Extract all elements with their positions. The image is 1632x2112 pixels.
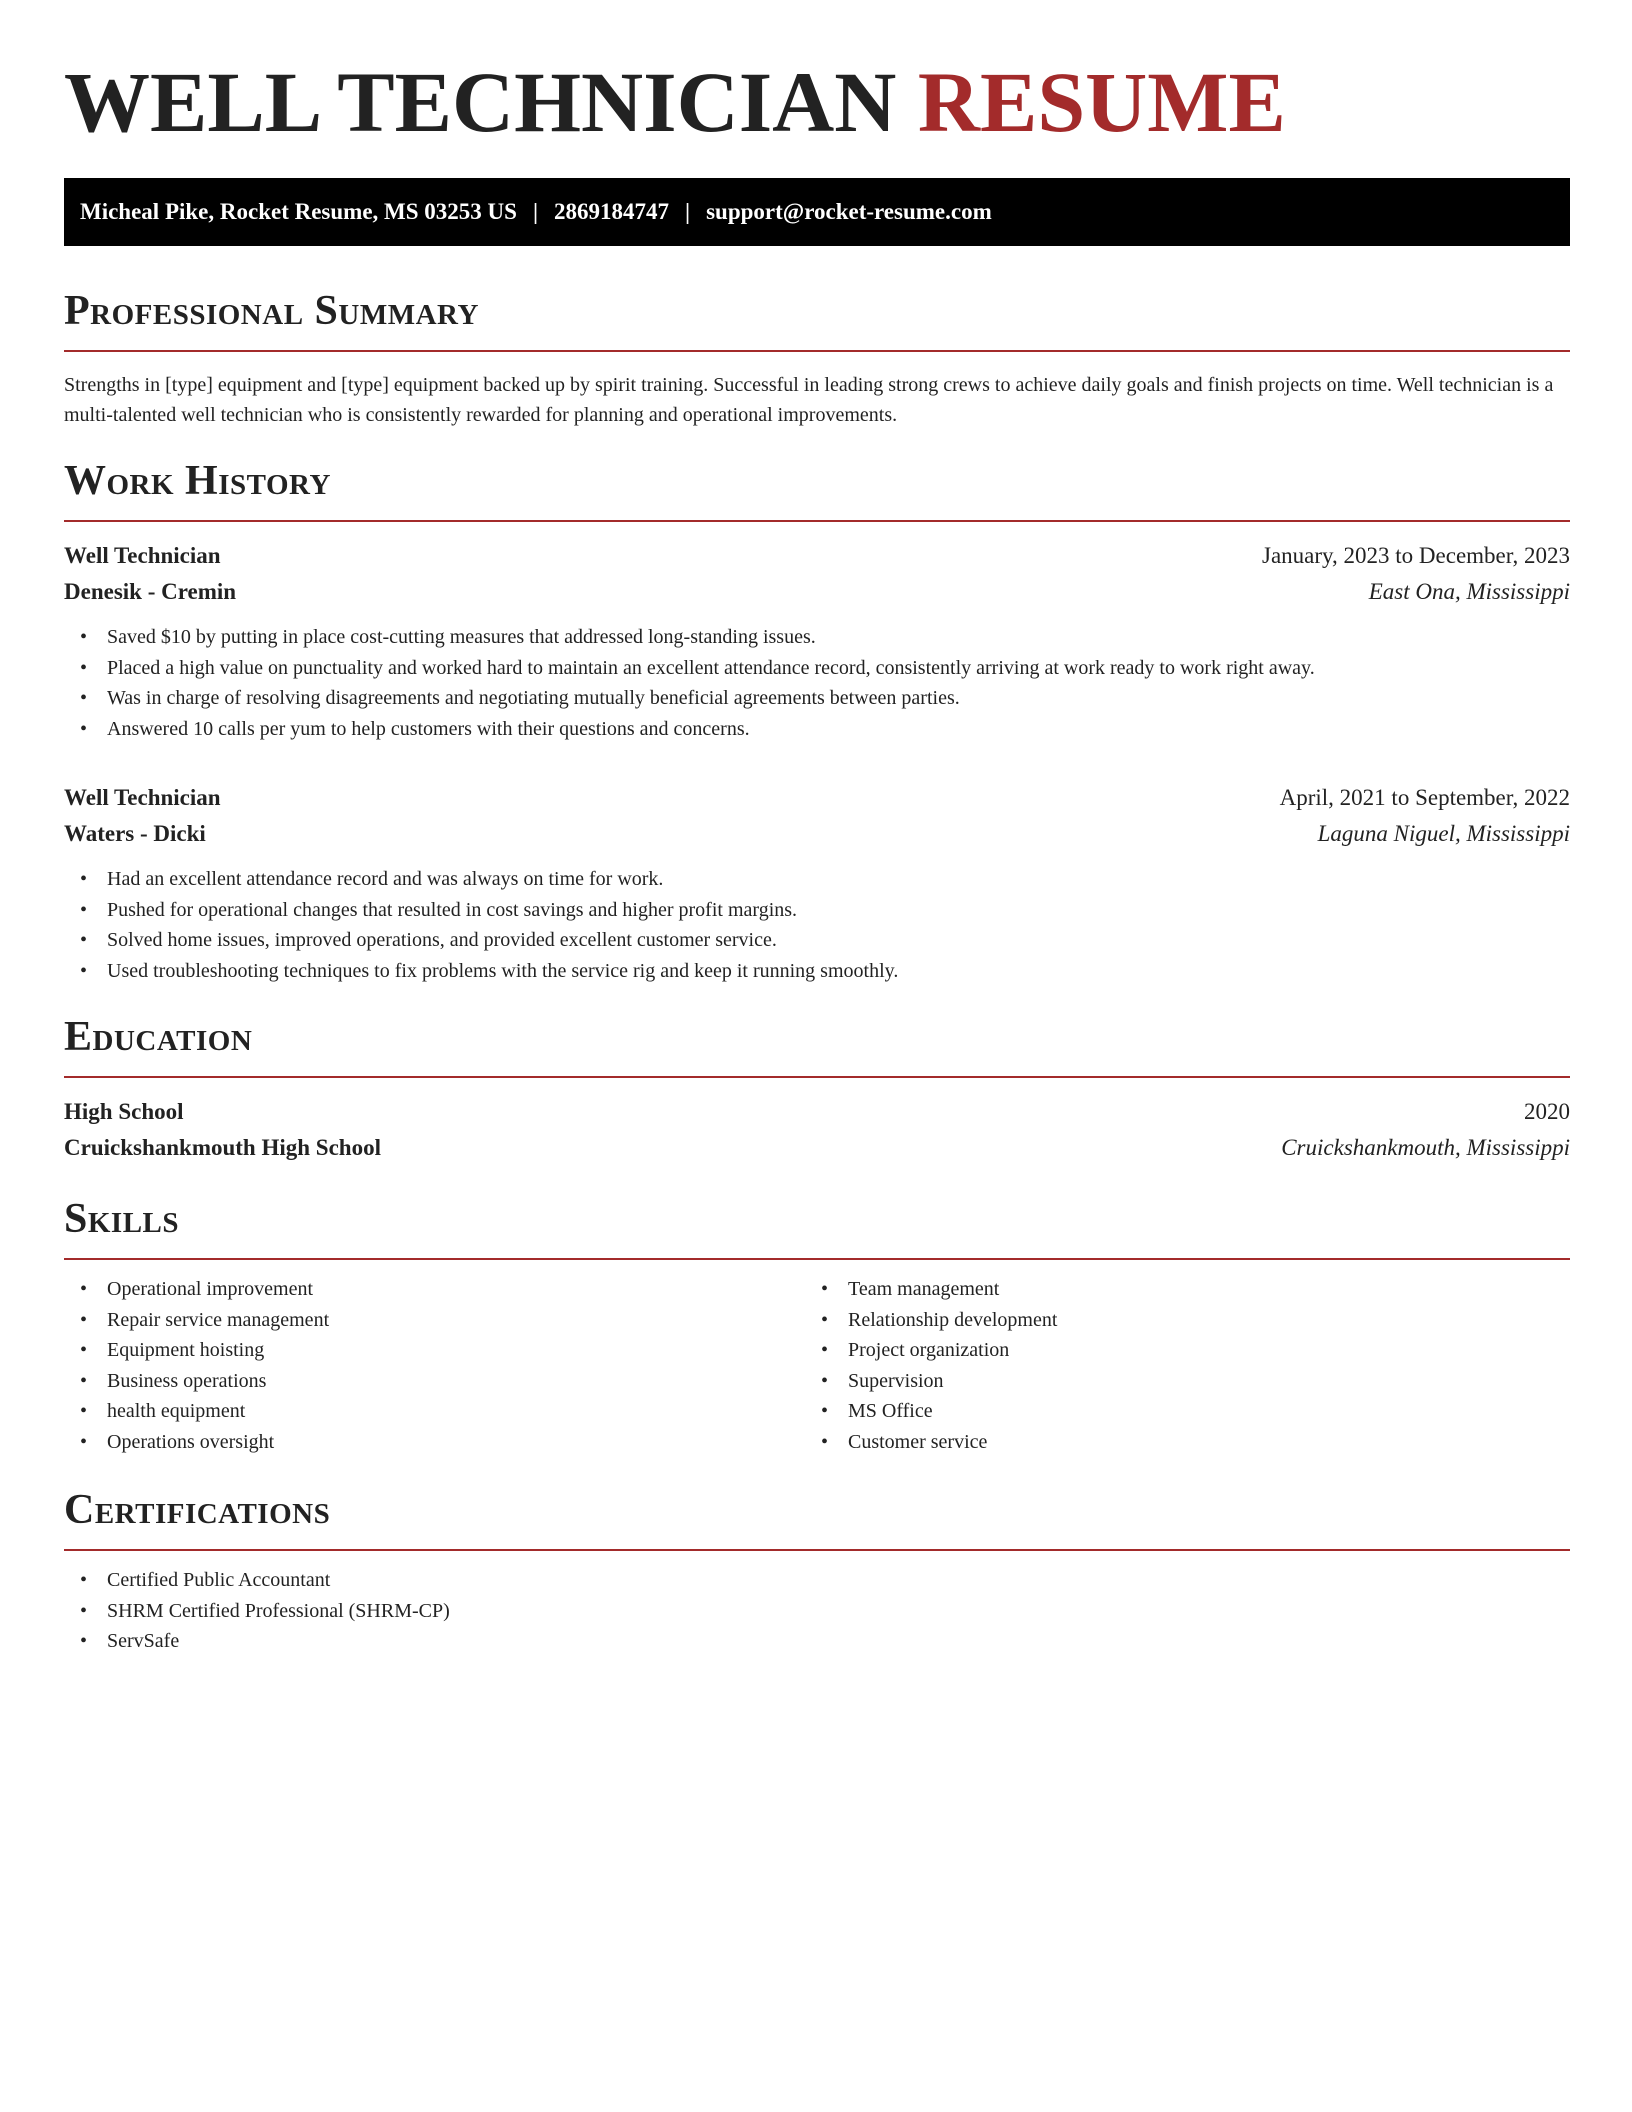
section-divider <box>64 520 1570 522</box>
list-item: • Relationship development <box>805 1305 1546 1336</box>
education-degree: High School <box>64 1099 184 1124</box>
list-item: • Answered 10 calls per yum to help customers with their questions and concerns. <box>64 714 1570 745</box>
resume-title <box>64 52 1570 152</box>
section-heading-certifications: Certifications <box>64 1487 331 1533</box>
section-heading-skills: Skills <box>64 1196 180 1242</box>
section-divider <box>64 1549 1570 1551</box>
section-divider <box>64 1258 1570 1260</box>
job-entry <box>64 538 1570 744</box>
job-company: Denesik - Cremin <box>64 579 237 604</box>
contact-separator: | <box>532 199 539 224</box>
skills-grid <box>64 1274 1570 1457</box>
job-bullets <box>64 864 1570 986</box>
education-section <box>64 1012 1570 1166</box>
list-item: • Supervision <box>805 1366 1546 1397</box>
job-company-row <box>64 816 1570 852</box>
contact-bar <box>64 178 1570 246</box>
education-school: Cruickshankmouth High School <box>64 1135 381 1160</box>
job-entry <box>64 780 1570 986</box>
job-header-row <box>64 538 1570 574</box>
list-item: • Placed a high value on punctuality and worked hard to maintain an excellent attendance record, consistently arriving at work ready to work right away. <box>64 653 1570 684</box>
title-accent: RESUME <box>917 54 1286 150</box>
certifications-section <box>64 1485 1570 1657</box>
section-heading-education: Education <box>64 1014 253 1060</box>
list-item: • Project organization <box>805 1335 1546 1366</box>
skills-section <box>64 1194 1570 1457</box>
section-divider <box>64 1076 1570 1078</box>
skills-list-left <box>64 1274 805 1457</box>
contact-separator: | <box>685 199 691 224</box>
skills-list-right <box>805 1274 1546 1457</box>
job-company: Waters - Dicki <box>64 821 206 846</box>
list-item: • SHRM Certified Professional (SHRM-CP) <box>64 1596 1570 1627</box>
contact-phone: 2869184747 <box>554 199 670 224</box>
education-school-row <box>64 1130 1570 1166</box>
job-dates: April, 2021 to September, 2022 <box>1279 785 1570 810</box>
education-header-row <box>64 1094 1570 1130</box>
section-heading-work-history: Work History <box>64 458 331 504</box>
list-item: • MS Office <box>805 1396 1546 1427</box>
list-item: • ServSafe <box>64 1626 1570 1657</box>
list-item: • Certified Public Accountant <box>64 1565 1570 1596</box>
certifications-list <box>64 1565 1570 1657</box>
list-item: • Operations oversight <box>64 1427 805 1458</box>
list-item: • Had an excellent attendance record and was always on time for work. <box>64 864 1570 895</box>
list-item: • health equipment <box>64 1396 805 1427</box>
list-item: • Operational improvement <box>64 1274 805 1305</box>
list-item: • Equipment hoisting <box>64 1335 805 1366</box>
job-bullets <box>64 622 1570 744</box>
job-header-row <box>64 780 1570 816</box>
summary-section <box>64 286 1570 430</box>
list-item: • Team management <box>805 1274 1546 1305</box>
resume-content <box>64 52 1570 1657</box>
list-item: • Used troubleshooting techniques to fix problems with the service rig and keep it running smoothly. <box>64 956 1570 987</box>
education-entry <box>64 1094 1570 1166</box>
education-year: 2020 <box>1524 1099 1570 1124</box>
work-history-section <box>64 456 1570 986</box>
list-item: • Pushed for operational changes that resulted in cost savings and higher profit margins. <box>64 895 1570 926</box>
contact-email[interactable]: support@rocket-resume.com <box>706 199 992 224</box>
job-location: East Ona, Mississippi <box>1368 579 1570 604</box>
job-location: Laguna Niguel, Mississippi <box>1317 821 1570 846</box>
contact-address: Micheal Pike, Rocket Resume, MS 03253 US <box>80 199 517 224</box>
job-company-row <box>64 574 1570 610</box>
list-item: • Was in charge of resolving disagreements and negotiating mutually beneficial agreements between parties. <box>64 683 1570 714</box>
list-item: • Saved $10 by putting in place cost-cutting measures that addressed long-standing issues. <box>64 622 1570 653</box>
list-item: • Repair service management <box>64 1305 805 1336</box>
list-item: • Solved home issues, improved operations, and provided excellent customer service. <box>64 925 1570 956</box>
job-title: Well Technician <box>64 785 221 810</box>
list-item: • Customer service <box>805 1427 1546 1458</box>
job-title: Well Technician <box>64 543 221 568</box>
section-heading-summary: Professional Summary <box>64 288 479 334</box>
title-main: WELL TECHNICIAN <box>64 54 897 150</box>
job-dates: January, 2023 to December, 2023 <box>1262 543 1570 568</box>
summary-text: Strengths in [type] equipment and [type] equipment backed up by spirit training. Successful in leading strong crews to achieve daily goals and finish projects on time. Well technician is a multi-talented well technician who is consistently rewarded for planning and operational improvements. <box>64 374 1554 426</box>
list-item: • Business operations <box>64 1366 805 1397</box>
education-location: Cruickshankmouth, Mississippi <box>1281 1135 1570 1160</box>
section-divider <box>64 350 1570 352</box>
